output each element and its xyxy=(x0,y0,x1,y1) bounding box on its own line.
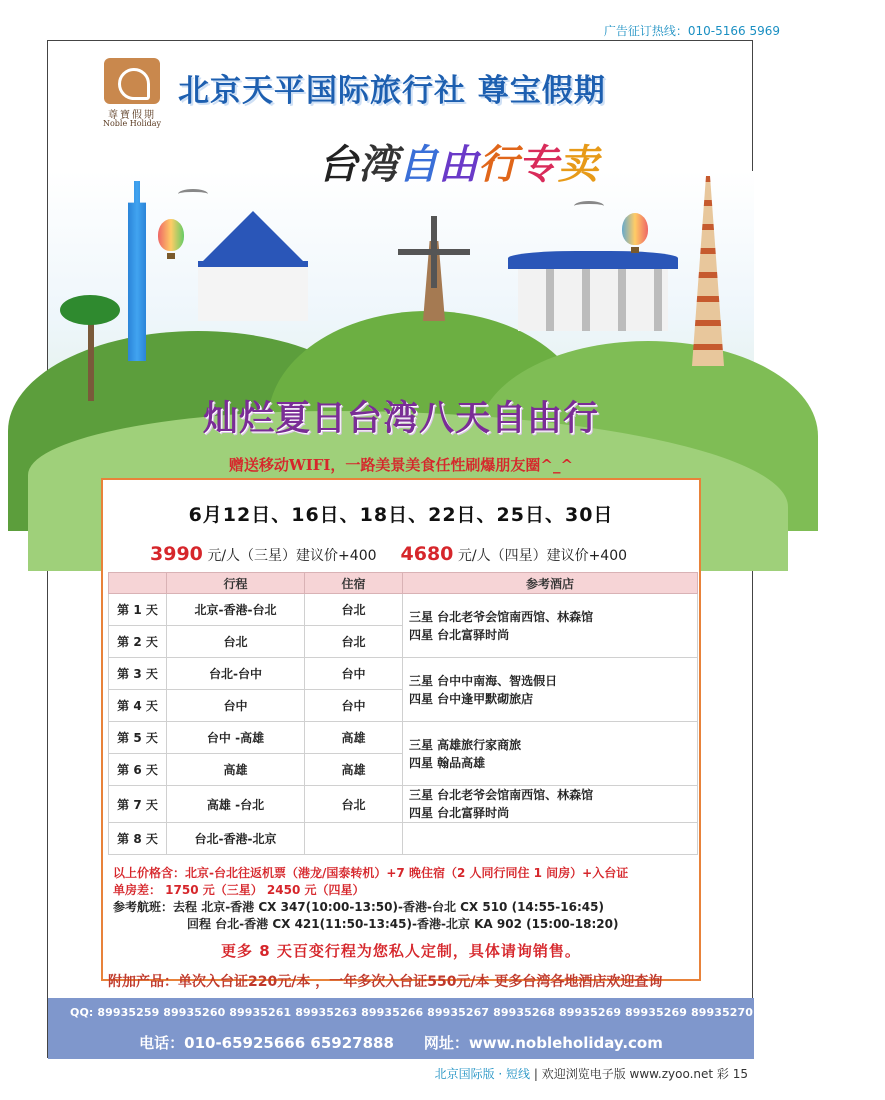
qq-numbers: QQ: 89935259 89935260 89935261 89935263 89935266 89935267 89935268 89935269 89935269 89935270 89935272 89935275 xyxy=(70,1006,885,1019)
hotel-cell xyxy=(403,594,698,658)
table-header: 行程 xyxy=(167,573,305,594)
price-four-star-note: 元/人（四星）建议价+400 xyxy=(453,548,628,564)
route-cell: 高雄 -台北 xyxy=(167,786,305,823)
day-cell: 第 7 天 xyxy=(109,786,167,823)
palm-tree-icon xyxy=(88,311,94,401)
day-cell: 第 6 天 xyxy=(109,754,167,786)
script-char: 台 xyxy=(318,141,358,188)
ad-hotline: 广告征订热线：010-5166 5969 xyxy=(603,24,780,38)
seagull-icon xyxy=(178,189,208,199)
hotel-line: 三星 台北老爷会馆南西馆、林森馆 xyxy=(409,609,594,624)
tour-headline: 灿烂夏日台湾八天自由行 xyxy=(202,399,599,439)
table-row xyxy=(109,786,698,823)
stay-cell: 台北 xyxy=(305,594,403,626)
stay-cell: 台中 xyxy=(305,690,403,722)
price-notes xyxy=(113,865,698,933)
day-cell: 第 2 天 xyxy=(109,626,167,658)
hot-air-balloon-icon xyxy=(158,219,184,251)
footer-separator: | xyxy=(533,1067,538,1081)
script-char: 自 xyxy=(398,141,438,188)
route-cell: 台北-台中 xyxy=(167,658,305,690)
price-four-star: 4680 xyxy=(400,543,454,565)
day-cell: 第 3 天 xyxy=(109,658,167,690)
memorial-hall-icon xyxy=(188,211,318,321)
stay-cell: 高雄 xyxy=(305,722,403,754)
script-char: 卖 xyxy=(558,141,598,188)
route-cell: 台中 xyxy=(167,690,305,722)
itinerary-table xyxy=(108,572,698,855)
route-cell: 台中 -高雄 xyxy=(167,722,305,754)
advert-frame xyxy=(47,40,885,1058)
hotel-line: 四星 翰品高雄 xyxy=(409,755,486,770)
price-line xyxy=(150,543,627,565)
table-header: 住宿 xyxy=(305,573,403,594)
script-char: 专 xyxy=(518,141,558,188)
day-cell: 第 4 天 xyxy=(109,690,167,722)
day-cell: 第 8 天 xyxy=(109,823,167,855)
table-header-row xyxy=(109,573,698,594)
departure-dates: 6月12日、16日、18日、22日、25日、30日 xyxy=(188,504,614,526)
custom-itinerary-note: 更多 8 天百变行程为您私人定制，具体请询销售。 xyxy=(221,942,581,960)
edition-label: 北京国际版 · 短线 xyxy=(434,1067,531,1081)
script-char: 由 xyxy=(438,141,478,188)
table-row xyxy=(109,823,698,855)
ebook-note: 欢迎浏览电子版 www.zyoo.net 彩 15 xyxy=(541,1067,748,1081)
table-header: 参考酒店 xyxy=(403,573,698,594)
script-char: 行 xyxy=(478,141,518,188)
hotel-line: 三星 台中中南海、智选假日 xyxy=(409,673,558,688)
hotel-line: 四星 台北富驿时尚 xyxy=(409,627,510,642)
phone-numbers: 电话：010-65925666 65927888 xyxy=(139,1034,394,1052)
logo-mark-icon xyxy=(104,58,160,104)
flight-outbound: 去程 北京-香港 CX 347(10:00-13:50)-香港-台北 CX 510 (14:55-16:45) xyxy=(173,900,604,914)
route-cell: 台北-香港-北京 xyxy=(167,823,305,855)
price-three-star: 3990 xyxy=(150,543,203,565)
single-room-difference: 单房差： 1750 元（三星） 2450 元（四星） xyxy=(113,883,365,897)
addon-products: 附加产品：单次入台证220元/本 ，一年多次入台证550元/本 更多台湾各地酒店欢迎查询 xyxy=(108,974,663,990)
day-cell: 第 5 天 xyxy=(109,722,167,754)
table-row xyxy=(109,594,698,626)
flight-return: 回程 台北-香港 CX 421(11:50-13:45)-香港-北京 KA 902 (15:00-18:20) xyxy=(187,917,619,931)
contact-line xyxy=(48,1032,754,1053)
route-cell: 高雄 xyxy=(167,754,305,786)
hot-air-balloon-icon xyxy=(622,213,648,245)
flight-label: 参考航班： xyxy=(113,900,174,914)
hotel-line: 三星 台北老爷会馆南西馆、林森馆 xyxy=(409,788,594,802)
script-title xyxy=(318,133,598,190)
hotel-cell xyxy=(403,722,698,786)
table-row xyxy=(109,722,698,754)
hotel-line: 四星 台中逢甲默砌旅店 xyxy=(409,691,534,706)
agency-title: 北京天平国际旅行社 尊宝假期 xyxy=(178,73,606,109)
hotel-line: 四星 台北富驿时尚 xyxy=(409,806,510,820)
taiwan-scenery-illustration xyxy=(48,171,754,501)
hotel-line: 三星 高雄旅行家商旅 xyxy=(409,737,522,752)
logo-cn-text: 尊寶假期 xyxy=(108,110,156,121)
contact-band xyxy=(48,998,885,1059)
logo-en-text: Noble Holiday xyxy=(102,119,162,128)
stay-cell: 台北 xyxy=(305,786,403,823)
script-char: 湾 xyxy=(358,141,398,188)
windmill-blades-icon xyxy=(398,216,470,288)
table-header xyxy=(109,573,167,594)
stay-cell: 台中 xyxy=(305,658,403,690)
price-includes: 以上价格含：北京-台北往返机票（港龙/国泰转机）+7 晚住宿（2 人同行同住 1 间房）+入台证 xyxy=(113,866,629,880)
hotel-cell xyxy=(403,786,698,823)
website-link[interactable]: 网址：www.nobleholiday.com xyxy=(423,1034,663,1052)
route-cell: 台北 xyxy=(167,626,305,658)
hotel-cell xyxy=(403,658,698,722)
page-footer xyxy=(435,1065,748,1082)
seagull-icon xyxy=(574,201,604,211)
stay-cell: 台北 xyxy=(305,626,403,658)
tour-subline: 赠送移动WIFI，一路美景美食任性刷爆朋友圈^_^ xyxy=(228,456,574,474)
noble-holiday-logo xyxy=(98,54,166,132)
route-cell: 北京-香港-台北 xyxy=(167,594,305,626)
day-cell: 第 1 天 xyxy=(109,594,167,626)
price-three-star-note: 元/人（三星）建议价+400 xyxy=(202,548,377,564)
stay-cell: 高雄 xyxy=(305,754,403,786)
stay-cell xyxy=(305,823,403,855)
memorial-gate-icon xyxy=(508,251,678,331)
table-row xyxy=(109,658,698,690)
hotel-cell xyxy=(403,823,698,855)
itinerary-box xyxy=(101,478,701,981)
